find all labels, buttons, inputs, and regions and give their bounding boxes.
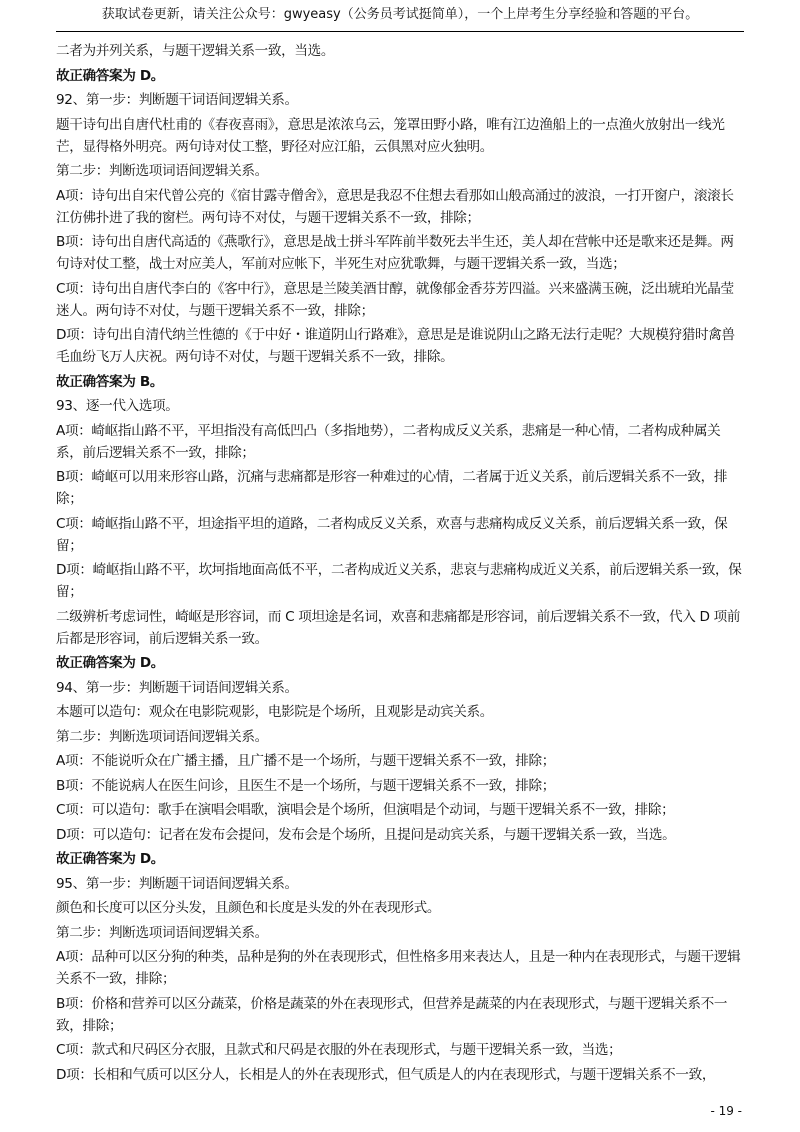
paragraph: 题干诗句出自唐代杜甫的《春夜喜雨》，意思是浓浓乌云，笼罩田野小路，唯有江边渔船上的一点渔火放射出一线光芒，显得格外明亮。两句诗对仗工整，野径对应江船，云俱黑对应火独明。 — [56, 116, 725, 155]
paragraph: A项：品种可以区分狗的种类，品种是狗的外在表现形式，但性格多用来表达人，且是一种内在表现形式，与题干逻辑关系不一致，排除； — [56, 949, 741, 987]
paragraph: A项：不能说听众在广播主播，且广播不是一个场所，与题干逻辑关系不一致，排除； — [56, 753, 555, 769]
paragraph: C项：款式和尺码区分衣服，且款式和尺码是衣服的外在表现形式，与题干逻辑关系一致，当选； — [56, 1042, 622, 1058]
paragraph: C项：可以造句：歌手在演唱会唱歌，演唱会是个场所，但演唱是个动词，与题干逻辑关系不一致，排除； — [56, 802, 675, 818]
paragraph: A项：诗句出自宋代曾公亮的《宿甘露寺僧舍》，意思是我忍不住想去看那如山般高涌过的波浪，一打开窗户，滚滚长江仿佛扑进了我的窗栏。两句诗不对仗，与题干逻辑关系不一致，排除； — [56, 187, 734, 226]
paragraph: 第二步：判断选项词语间逻辑关系。 — [56, 924, 268, 941]
paragraph: D项：诗句出自清代纳兰性德的《于中好・谁道阴山行路难》，意思是是谁说阴山之路无法行走呢？大规模狩猎时禽兽毛血纷飞万人庆祝。两句诗不对仗，与题干逻辑关系不一致，排除。 — [56, 327, 735, 365]
paragraph: 二者为并列关系，与题干逻辑关系一致，当选。 — [56, 43, 335, 59]
paragraph: 92、第一步：判断题干词语间逻辑关系。 — [56, 92, 298, 108]
paragraph: 93、逐一代入选项。 — [56, 398, 179, 414]
paragraph: D项：崎岖指山路不平，坎坷指地面高低不平，二者构成近义关系，悲哀与悲痛构成近义关系，前后逻辑关系一致，保留； — [56, 562, 742, 600]
paragraph: 第二步：判断选项词语间逻辑关系。 — [56, 163, 268, 179]
paragraph: 颜色和长度可以区分头发，且颜色和长度是头发的外在表现形式。 — [56, 900, 441, 916]
paragraph: B项：不能说病人在医生问诊，且医生不是一个场所，与题干逻辑关系不一致，排除； — [56, 777, 555, 794]
answer-line: 故正确答案为 B。 — [56, 373, 164, 390]
paragraph: D项：长相和气质可以区分人，长相是人的外在表现形式，但气质是人的内在表现形式，与题干逻辑关系不一致， — [56, 1066, 716, 1083]
document-body — [56, 40, 746, 1088]
paragraph: D项：可以造句：记者在发布会提问，发布会是个场所，且提问是动宾关系，与题干逻辑关系一致，当选。 — [56, 826, 676, 843]
paragraph: C项：诗句出自唐代李白的《客中行》，意思是兰陵美酒甘醇，就像郁金香芬芳四溢。兴来盛满玉碗，泛出琥珀光晶莹迷人。两句诗不对仗，与题干逻辑关系不一致，排除； — [56, 280, 734, 319]
paragraph: C项：崎岖指山路不平，坦途指平坦的道路，二者构成反义关系，欢喜与悲痛构成反义关系，前后逻辑关系一致，保留； — [56, 515, 728, 554]
answer-line: 故正确答案为 D。 — [56, 655, 165, 671]
paragraph: B项：诗句出自唐代高适的《燕歌行》，意思是战士拼斗军阵前半数死去半生还，美人却在营帐中还是歌来还是舞。两句诗对仗工整，战士对应美人，军前对应帐下，半死生对应犹歌舞，与题干逻辑关系一致，当选； — [56, 234, 734, 272]
header-divider — [56, 31, 744, 32]
page-number: - 19 - — [710, 1104, 742, 1118]
answer-line: 故正确答案为 D。 — [56, 67, 165, 84]
paragraph: 第二步：判断选项词语间逻辑关系。 — [56, 728, 268, 745]
paragraph: A项：崎岖指山路不平，平坦指没有高低凹凸（多指地势），二者构成反义关系，悲痛是一种心情，二者构成种属关系，前后逻辑关系不一致，排除； — [56, 422, 721, 461]
paragraph: 95、第一步：判断题干词语间逻辑关系。 — [56, 875, 298, 892]
answer-line: 故正确答案为 D。 — [56, 851, 165, 867]
paragraph: B项：崎岖可以用来形容山路，沉痛与悲痛都是形容一种难过的心情，二者属于近义关系，前后逻辑关系不一致，排除； — [56, 469, 728, 507]
paragraph: 94、第一步：判断题干词语间逻辑关系。 — [56, 679, 298, 696]
paragraph: 二级辨析考虑词性，崎岖是形容词，而 C 项坦途是名词，欢喜和悲痛都是形容词，前后逻辑关系不一致，代入 D 项前后都是形容词，前后逻辑关系一致。 — [56, 608, 741, 647]
header-notice: 获取试卷更新，请关注公众号：gwyeasy（公务员考试挺简单），一个上岸考生分享经验和答题的平台。 — [101, 7, 699, 22]
page-header — [0, 0, 800, 34]
paragraph: B项：价格和营养可以区分蔬菜，价格是蔬菜的外在表现形式，但营养是蔬菜的内在表现形式，与题干逻辑关系不一致，排除； — [56, 995, 728, 1034]
paragraph: 本题可以造句：观众在电影院观影，电影院是个场所，且观影是动宾关系。 — [56, 704, 494, 720]
